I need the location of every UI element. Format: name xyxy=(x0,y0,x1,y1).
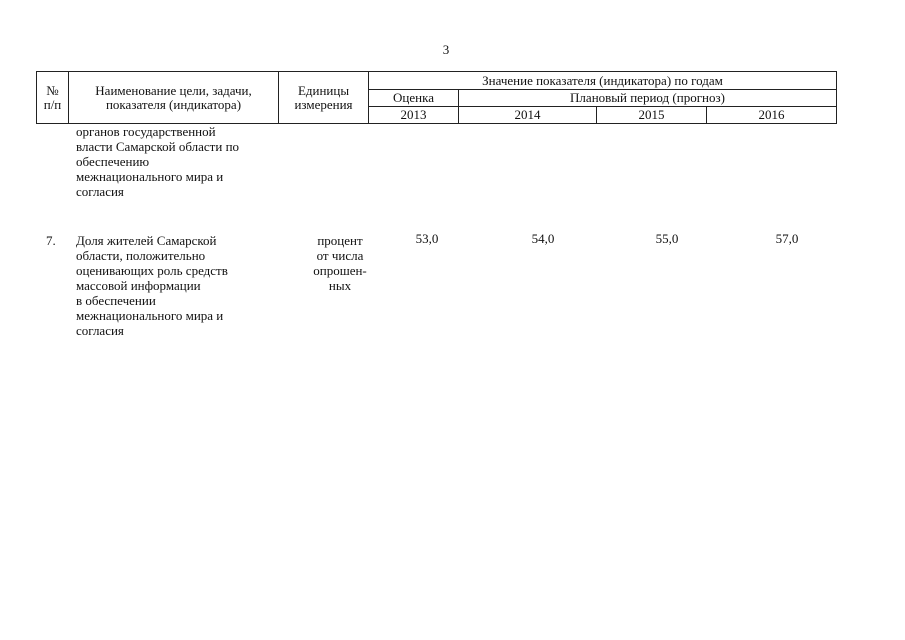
row-7-name xyxy=(76,233,296,338)
header-name xyxy=(69,72,279,124)
header-name-line2: показателя (индикатора) xyxy=(105,96,242,112)
row-7-name-line: Доля жителей Самарской xyxy=(76,233,217,248)
continuation-text xyxy=(76,124,296,199)
row-7-unit-line: процент xyxy=(317,233,363,248)
row-7-unit-line: от числа xyxy=(316,248,364,263)
header-number xyxy=(37,72,69,124)
header-unit-line1: Единицы xyxy=(297,82,350,98)
header-number-line1: № xyxy=(46,82,59,98)
header-year-2015: 2015 xyxy=(597,107,707,124)
row-7-name-line: межнационального мира и xyxy=(76,308,224,323)
header-unit-line2: измерения xyxy=(294,96,353,112)
continuation-line: согласия xyxy=(76,184,124,199)
row-7-name-line: согласия xyxy=(76,323,124,338)
row-7-name-line: оценивающих роль средств xyxy=(76,263,228,278)
header-estimate: Оценка xyxy=(369,90,459,107)
header-year-2013: 2013 xyxy=(369,107,459,124)
continuation-line: власти Самарской области по xyxy=(76,139,240,154)
header-year-2016: 2016 xyxy=(707,107,837,124)
header-unit xyxy=(279,72,369,124)
page-number: 3 xyxy=(442,42,450,57)
header-value-group: Значение показателя (индикатора) по годам xyxy=(369,72,837,90)
header-number-line2: п/п xyxy=(43,96,62,112)
continuation-line: межнационального мира и xyxy=(76,169,224,184)
row-7-number: 7. xyxy=(46,233,56,248)
header-year-2014: 2014 xyxy=(459,107,597,124)
header-name-line1: Наименование цели, задачи, xyxy=(95,82,252,98)
table-header xyxy=(36,71,837,124)
row-7-name-line: в обеспечении xyxy=(76,293,156,308)
continuation-line: обеспечению xyxy=(76,154,150,169)
header-plan-period: Плановый период (прогноз) xyxy=(459,90,837,107)
row-7-name-line: области, положительно xyxy=(76,248,206,263)
row-7-unit xyxy=(300,233,380,293)
row-7-unit-line: опрошен- xyxy=(313,263,367,278)
row-7-value-2013: 53,0 xyxy=(415,231,439,246)
row-7-value-2016: 57,0 xyxy=(775,231,799,246)
continuation-line: органов государственной xyxy=(76,124,216,139)
row-7-name-line: массовой информации xyxy=(76,278,201,293)
row-7-value-2015: 55,0 xyxy=(655,231,679,246)
row-7-unit-line: ных xyxy=(328,278,352,293)
row-7-value-2014: 54,0 xyxy=(531,231,555,246)
